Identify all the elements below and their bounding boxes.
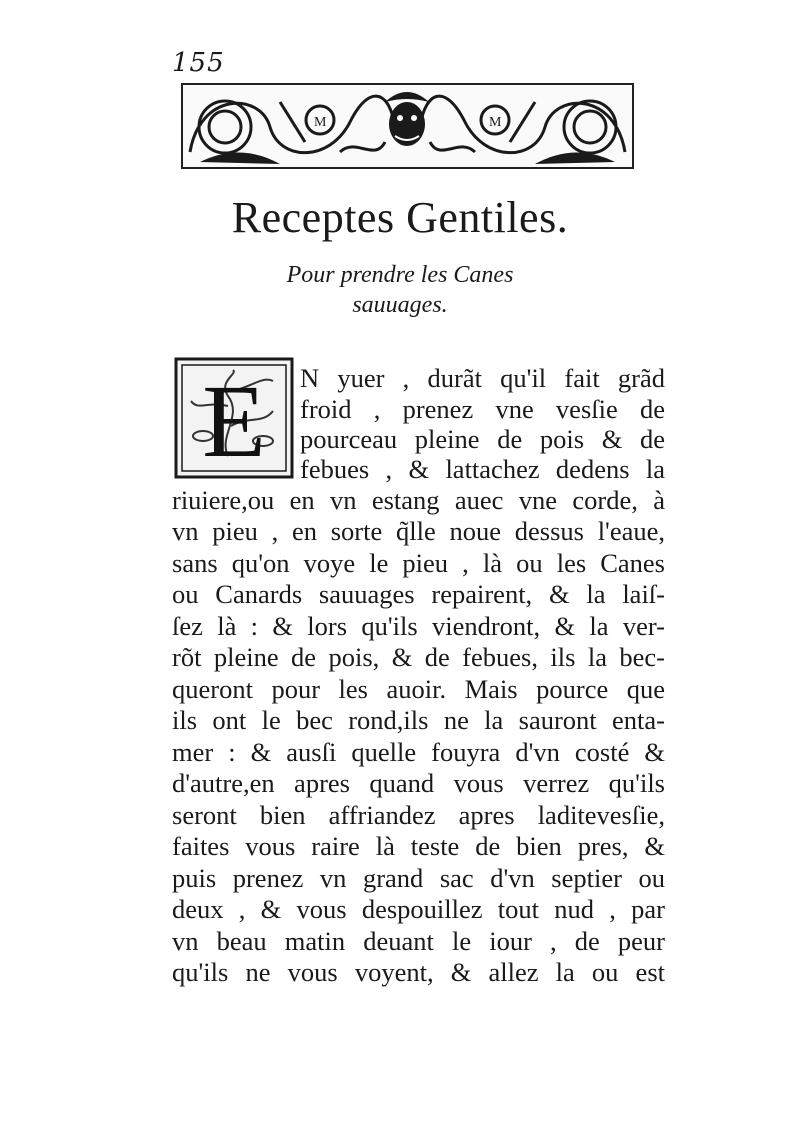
page-title: Receptes Gentiles.: [231, 193, 569, 242]
decorated-initial-letter: [173, 356, 295, 480]
text-line-16: faites vous raire là teste de bien pres, &: [172, 831, 665, 861]
text-line-9: ſez là : & lors qu'ils viendront, & la ver-: [172, 611, 665, 641]
text-line-19: vn beau matin deuant le iour , de peur: [172, 926, 665, 956]
page-number: 155: [172, 48, 225, 78]
decorative-headpiece-ornament: [180, 82, 635, 174]
text-line-13: mer : & ausſi quelle fouyra d'vn costé &: [172, 737, 665, 767]
initial-letter-glyph: E: [202, 364, 266, 479]
text-line-8: ou Canards sauuages repairent, & la laiſ-: [172, 579, 665, 609]
ornament-monogram-left: M: [314, 115, 327, 130]
text-line-2: froid , prenez vne vesſie de: [300, 394, 665, 424]
text-line-1: N yuer , durãt qu'il fait grãd: [300, 363, 665, 393]
text-line-11: queront pour les auoir. Mais pource que: [172, 674, 665, 704]
text-line-10: rõt pleine de pois, & de febues, ils la bec-: [172, 642, 665, 672]
text-line-14: d'autre,en apres quand vous verrez qu'ils: [172, 768, 665, 798]
text-line-3: pourceau pleine de pois & de: [300, 424, 665, 454]
recipe-subtitle-line-1: Pour prendre les Canes: [286, 262, 514, 288]
text-line-15: seront bien affriandez apres laditevesſie,: [172, 800, 665, 830]
text-line-5: riuiere,ou en vn estang auec vne corde, à: [172, 485, 665, 515]
ornament-monogram-right: M: [489, 115, 502, 130]
text-line-18: deux , & vous despouillez tout nud , par: [172, 894, 665, 924]
text-line-12: ils ont le bec rond,ils ne la sauront enta-: [172, 705, 665, 735]
text-line-4: febues , & lattachez dedens la: [300, 454, 665, 484]
text-line-7: sans qu'on voye le pieu , là ou les Canes: [172, 548, 665, 578]
recipe-subtitle-line-2: sauuages.: [352, 292, 448, 318]
text-line-17: puis prenez vn grand sac d'vn septier ou: [172, 863, 665, 893]
text-line-6: vn pieu , en sorte q̃lle noue dessus l'eaue,: [172, 516, 665, 546]
text-line-20: qu'ils ne vous voyent, & allez la ou est: [172, 957, 665, 987]
